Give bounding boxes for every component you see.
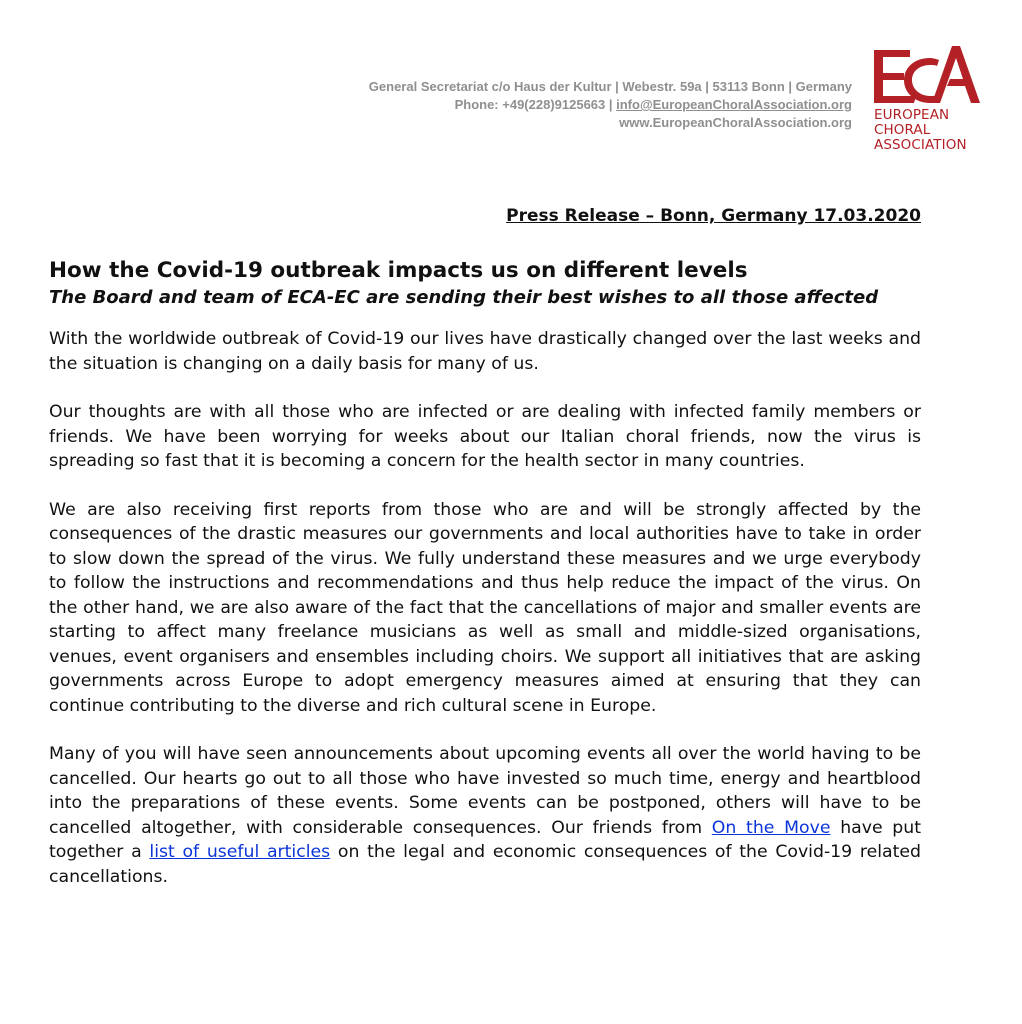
paragraph-4-text-c: on the legal and economic consequences of the Covid-19 related cancellations.	[49, 842, 921, 887]
useful-articles-link[interactable]: list of useful articles	[149, 842, 331, 862]
logo-wordmark	[874, 108, 985, 153]
article-body	[49, 257, 921, 913]
article-title: How the Covid-19 outbreak impacts us on different levels	[49, 258, 748, 283]
paragraph-4-text-a: Many of you will have seen announcements about upcoming events all over the world having to be cancelled. Our hearts go out to all those who have invested so much time, energy and heartblood into the preparations of these events. Some events can be postponed, others will have to be cancelled altogether, with considerable consequences. Our friends from	[49, 744, 921, 838]
address-line: General Secretariat c/o Haus der Kultur | Webestr. 59a | 53113 Bonn | Germany	[368, 79, 852, 94]
eca-logo	[870, 44, 985, 153]
paragraph-4	[49, 742, 921, 889]
eca-logo-mark	[870, 44, 982, 106]
phone-text: Phone: +49(228)9125663 |	[454, 97, 617, 112]
logo-line-choral: CHORAL	[874, 122, 931, 138]
paragraph-3: We are also receiving first reports from those who are and will be strongly affected by the consequences of the drastic measures our governments and local authorities have to take in order to slow down the spread of the virus. We fully understand these measures and we urge everybody to follow the instructions and recommendations and thus help reduce the impact of the virus. On the other hand, we are also aware of the fact that the cancellations of major and smaller events are starting to affect many freelance musicians as well as small and middle-sized organisations, venues, event organisers and ensembles including choirs. We support all initiatives that are asking governments across Europe to adopt emergency measures aimed at ensuring that they can continue contributing to the diverse and rich cultural scene in Europe.	[49, 499, 921, 716]
website-line: www.EuropeanChoralAssociation.org	[619, 115, 852, 130]
article-subtitle: The Board and team of ECA-EC are sending their best wishes to all those affected	[49, 287, 879, 308]
paragraph-4-text-b: have put together a	[49, 817, 922, 862]
letterhead-contact	[369, 78, 852, 132]
on-the-move-link[interactable]: On the Move	[711, 817, 831, 838]
press-release-dateline: Press Release – Bonn, Germany 17.03.2020	[506, 206, 921, 226]
email-link[interactable]: info@EuropeanChoralAssociation.org	[616, 97, 852, 112]
paragraph-1: With the worldwide outbreak of Covid-19 our lives have drastically changed over the last weeks and the situation is changing on a daily basis for many of us.	[49, 329, 921, 374]
logo-line-association: ASSOCIATION	[874, 137, 967, 153]
paragraph-2: Our thoughts are with all those who are infected or are dealing with infected family members or friends. We have been worrying for weeks about our Italian choral friends, now the virus is spreading so fast that it is becoming a concern for the health sector in many countries.	[49, 402, 921, 471]
phone-email-line	[369, 96, 852, 114]
logo-line-european: EUROPEAN	[874, 107, 950, 123]
